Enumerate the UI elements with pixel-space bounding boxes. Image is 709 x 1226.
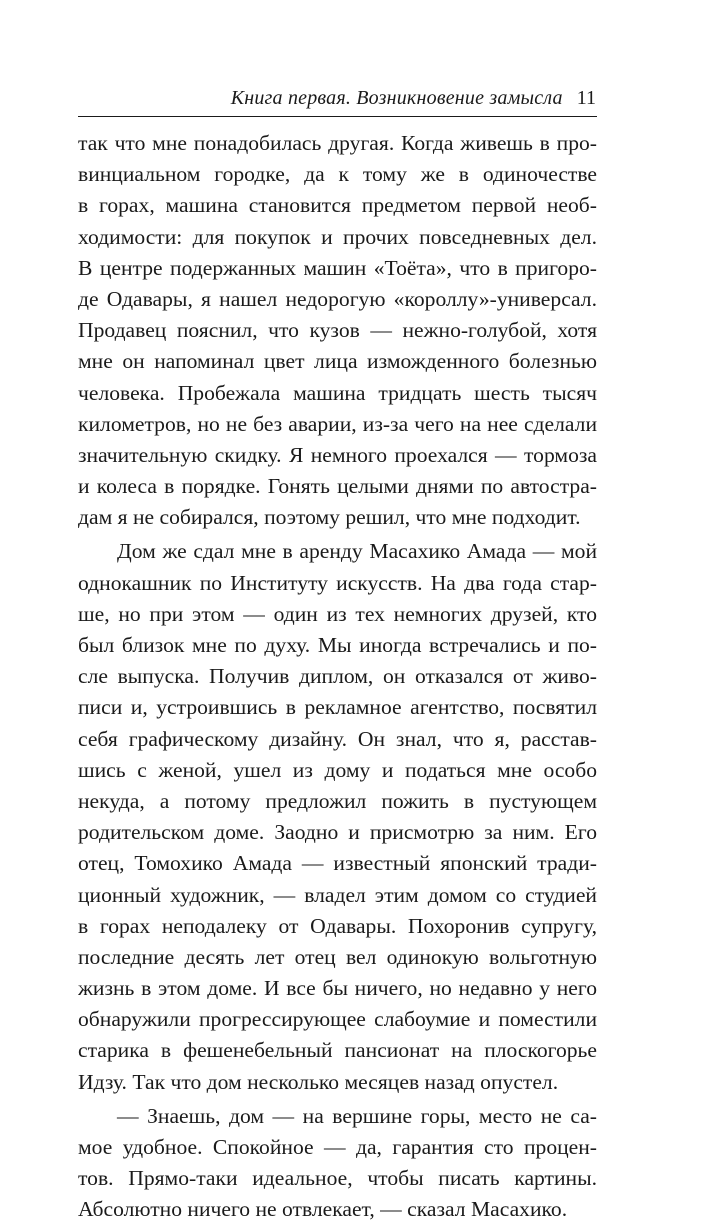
text-line: Идзу. Так что дом несколько месяцев назад опустел.	[78, 1069, 559, 1094]
page-number: 11	[576, 87, 596, 109]
text-line: так что мне понадобилась другая. Когда живешь в про-	[78, 131, 597, 155]
header-rule	[78, 116, 597, 117]
text-line: В центре подержанных машин «Тоёта», что в пригоро-	[78, 255, 597, 280]
text-line: мое удобное. Спокойное — да, гарантия сто процен-	[78, 1135, 597, 1159]
paragraph	[78, 536, 597, 1097]
running-head-title: Книга первая. Возникновение замысла	[230, 87, 563, 109]
text-line: однокашник по Институту искусств. На два года стар-	[78, 570, 597, 595]
text-line: Абсолютно ничего не отвлекает, — сказал Масахико.	[78, 1197, 568, 1222]
text-line: и колеса в порядке. Гонять целыми днями по автостра-	[78, 474, 597, 499]
text-line: Продавец пояснил, что кузов — нежно-голубой, хотя	[78, 318, 597, 343]
text-line: ходимости: для покупок и прочих повседневных дел.	[78, 224, 597, 249]
text-line: шись с женой, ушел из дому и податься мне особо	[78, 757, 597, 782]
text-line: мне он напоминал цвет лица изможденного болезнью	[78, 349, 597, 374]
text-line: отец, Томохико Амада — известный японский тради-	[78, 851, 597, 876]
text-line: ше, но при этом — один из тех немногих друзей, кто	[78, 601, 597, 626]
text-line: был близок мне по духу. Мы иногда встречались и по-	[78, 633, 597, 657]
text-line: последние десять лет отец вел одинокую вольготную	[78, 944, 597, 969]
text-line: родительском доме. Заодно и присмотрю за ним. Его	[78, 820, 597, 845]
text-line: некуда, а потому предложил пожить в пустующем	[78, 788, 597, 813]
text-line: сле выпуска. Получив диплом, он отказался от живо-	[78, 664, 597, 689]
text-line: значительную скидку. Я немного проехался — тормоза	[78, 442, 597, 467]
body-text	[78, 128, 597, 1226]
text-line: — Знаешь, дом — на вершине горы, место не са-	[117, 1103, 597, 1128]
text-line: в горах, машина становится предметом первой необ-	[78, 193, 597, 218]
text-line: старика в фешенебельный пансионат на плоскогорье	[78, 1038, 597, 1063]
paragraph	[78, 1101, 597, 1226]
text-line: обнаружили прогрессирующее слабоумие и поместили	[78, 1007, 597, 1032]
text-line: де Одавары, я нашел недорогую «короллу»-универсал.	[78, 286, 597, 311]
text-line: Дом же сдал мне в аренду Масахико Амада — мой	[117, 539, 597, 564]
paragraph	[78, 128, 597, 533]
text-line: человека. Пробежала машина тридцать шесть тысяч	[78, 380, 597, 405]
text-line: писи и, устроившись в рекламное агентство, посвятил	[78, 695, 597, 720]
running-head	[231, 86, 596, 110]
text-line: винциальном городке, да к тому же в одиночестве	[78, 162, 597, 187]
text-line: тов. Прямо-таки идеальное, чтобы писать картины.	[78, 1166, 597, 1191]
text-line: километров, но не без аварии, из-за чего на нее сделали	[78, 411, 597, 436]
text-line: ционный художник, — владел этим домом со студией	[78, 882, 597, 907]
text-line: себя графическому дизайну. Он знал, что я, расстав-	[78, 726, 597, 751]
text-line: жизнь в этом доме. И все бы ничего, но недавно у него	[78, 976, 597, 1001]
text-line: дам я не собирался, поэтому решил, что мне подходит.	[78, 505, 581, 530]
text-line: в горах неподалеку от Одавары. Похоронив супругу,	[78, 913, 597, 938]
